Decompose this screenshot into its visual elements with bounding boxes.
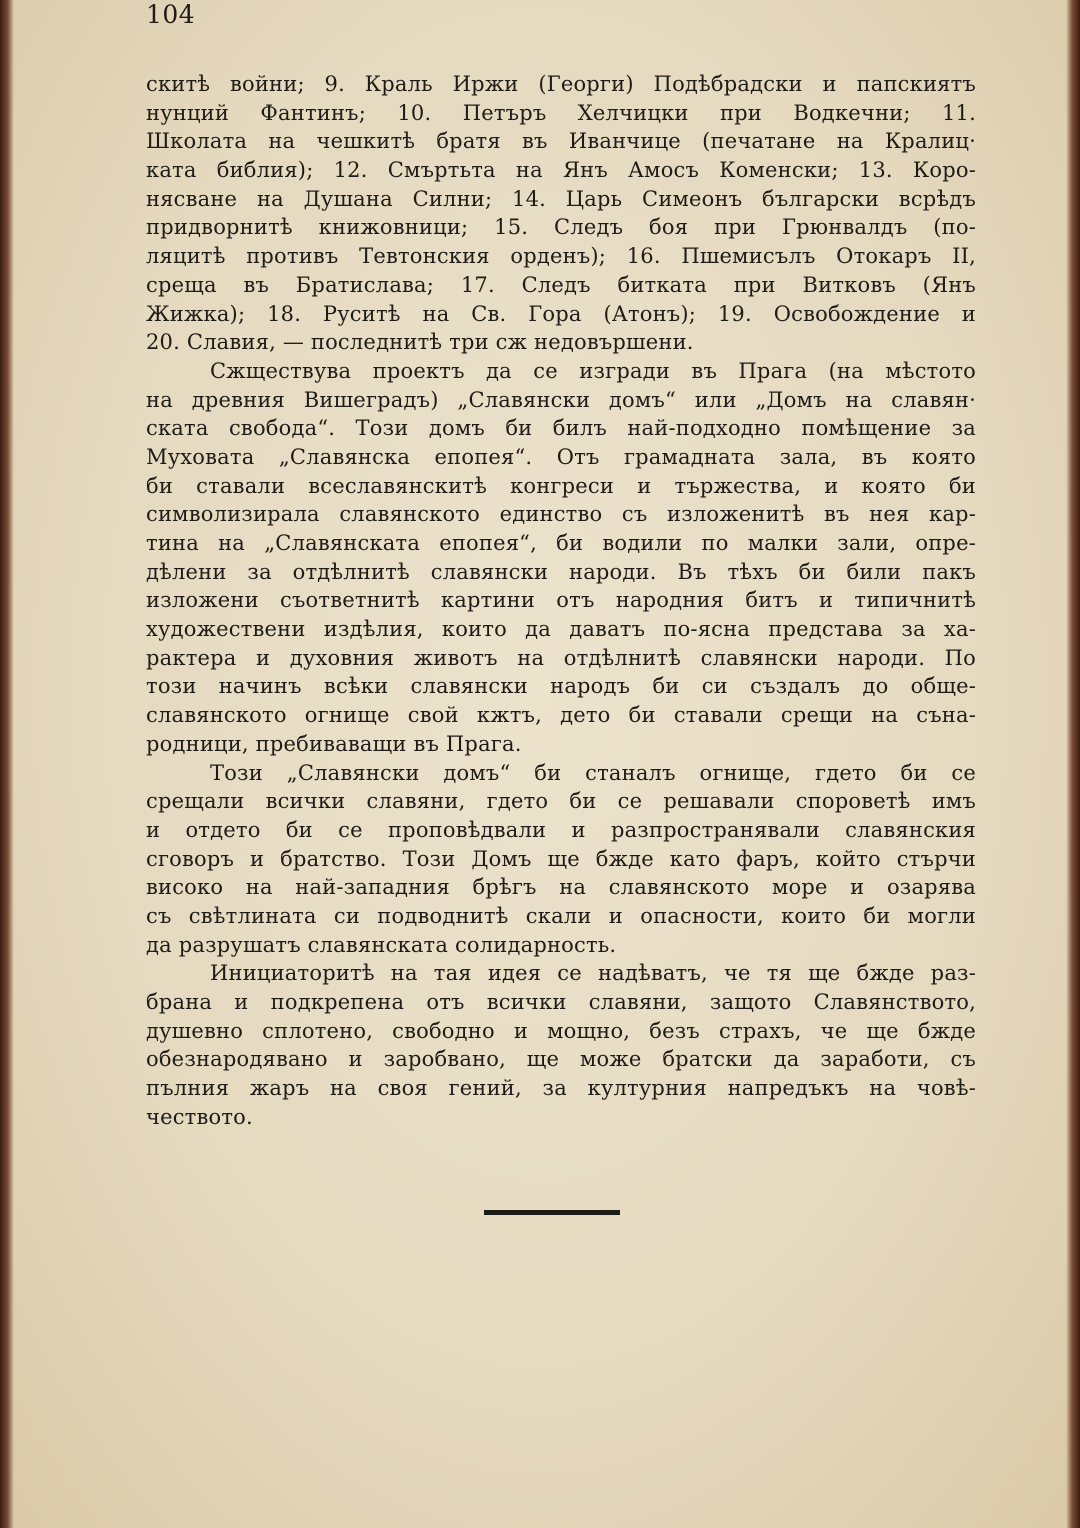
text-line: съ свѣтлината си подводнитѣ скали и опасности, които би могли xyxy=(146,903,976,928)
paragraph-4 xyxy=(146,959,976,1131)
text-line: пълния жаръ на своя гений, за културния напредъкъ на човѣ- xyxy=(146,1076,976,1101)
text-line: скитѣ войни; 9. Краль Иржи (Георги) Подѣбрадски и папскиятъ xyxy=(146,72,976,96)
text-line: душевно сплотено, свободно и мощно, безъ страхъ, че ще бжде xyxy=(146,1018,976,1043)
text-line: тина на „Славянската епопея“, би водили по малки зали, опре- xyxy=(146,531,976,555)
text-line: изложени съответнитѣ картини отъ народния битъ и типичнитѣ xyxy=(146,588,976,613)
text-line: Инициаторитѣ на тая идея се надѣватъ, че тя ще бжде раз- xyxy=(210,961,976,986)
text-line: чеството. xyxy=(146,1104,253,1129)
text-line: славянското огнище свой кжтъ, дето би ставали срещи на съна- xyxy=(146,703,976,728)
text-line: ката библия); 12. Смъртьта на Янъ Амосъ Коменски; 13. Коро- xyxy=(146,158,976,183)
page-edge-left xyxy=(0,0,14,1528)
text-line: да разрушатъ славянската солидарность. xyxy=(146,932,617,957)
text-line: рактера и духовния животъ на отдѣлнитѣ славянски народи. По xyxy=(146,645,976,670)
body-text xyxy=(146,70,976,1131)
text-line: обезнародявано и заробвано, ще може братски да заработи, съ xyxy=(146,1047,976,1072)
text-line: сговоръ и братство. Този Домъ ще бжде като фаръ, който стърчи xyxy=(146,846,976,871)
text-line: срещали всички славяни, гдето би се решавали спороветѣ имъ xyxy=(146,789,976,814)
text-line: нунций Фантинъ; 10. Петъръ Хелчицки при Водкечни; 11. xyxy=(146,100,976,125)
paragraph-2 xyxy=(146,357,976,759)
text-line: среща въ Братислава; 17. Следъ битката при Витковъ (Янъ xyxy=(146,272,976,297)
text-line: ляцитѣ противъ Тевтонския орденъ); 16. Пшемисълъ Отокаръ II, xyxy=(146,244,976,269)
text-line: ската свобода“. Този домъ би билъ най-подходно помѣщение за xyxy=(146,416,976,441)
text-line: художествени издѣлия, които да даватъ по-ясна представа за ха- xyxy=(146,617,976,642)
text-line: би ставали всеславянскитѣ конгреси и тържества, и която би xyxy=(146,473,976,498)
text-line: високо на най-западния брѣгъ на славянското море и озарява xyxy=(146,875,976,900)
page-edge-right xyxy=(1066,0,1080,1528)
text-line: Жижка); 18. Руситѣ на Св. Гора (Атонъ); 19. Освобождение и xyxy=(146,301,976,326)
section-end-rule xyxy=(484,1210,620,1215)
text-line: на древния Вишеградъ) „Славянски домъ“ или „Домъ на славян· xyxy=(146,387,976,412)
text-line: този начинъ всѣки славянски народъ би си създалъ до обще- xyxy=(146,674,976,699)
text-line: Школата на чешкитѣ братя въ Иванчице (печатане на Кралиц· xyxy=(146,129,976,154)
paragraph-1 xyxy=(146,70,976,357)
text-line: дѣлени за отдѣлнитѣ славянски народи. Въ тѣхъ би били пакъ xyxy=(146,559,976,584)
text-line: Този „Славянски домъ“ би станалъ огнище, гдето би се xyxy=(210,760,976,785)
text-line: брана и подкрепена отъ всички славяни, защото Славянството, xyxy=(146,990,976,1014)
text-line: и отдето би се проповѣдвали и разпространявали славянския xyxy=(146,817,976,842)
text-line: Муховата „Славянска епопея“. Отъ грамадната зала, въ която xyxy=(146,444,976,469)
text-line: символизирала славянското единство съ изложенитѣ въ нея кар- xyxy=(146,502,976,527)
text-line: придворнитѣ книжовници; 15. Следъ боя при Грюнвалдъ (по- xyxy=(146,215,976,240)
text-line: Сжществува проектъ да се изгради въ Прага (на мѣстото xyxy=(210,358,976,383)
text-line: 20. Славия, — последнитѣ три сж недовършени. xyxy=(146,330,694,355)
paragraph-3 xyxy=(146,759,976,960)
text-line: родници, пребиваващи въ Прага. xyxy=(146,731,522,756)
text-line: нясване на Душана Силни; 14. Царь Симеонъ български всрѣдъ xyxy=(146,186,976,211)
page-number: 104 xyxy=(146,0,196,29)
